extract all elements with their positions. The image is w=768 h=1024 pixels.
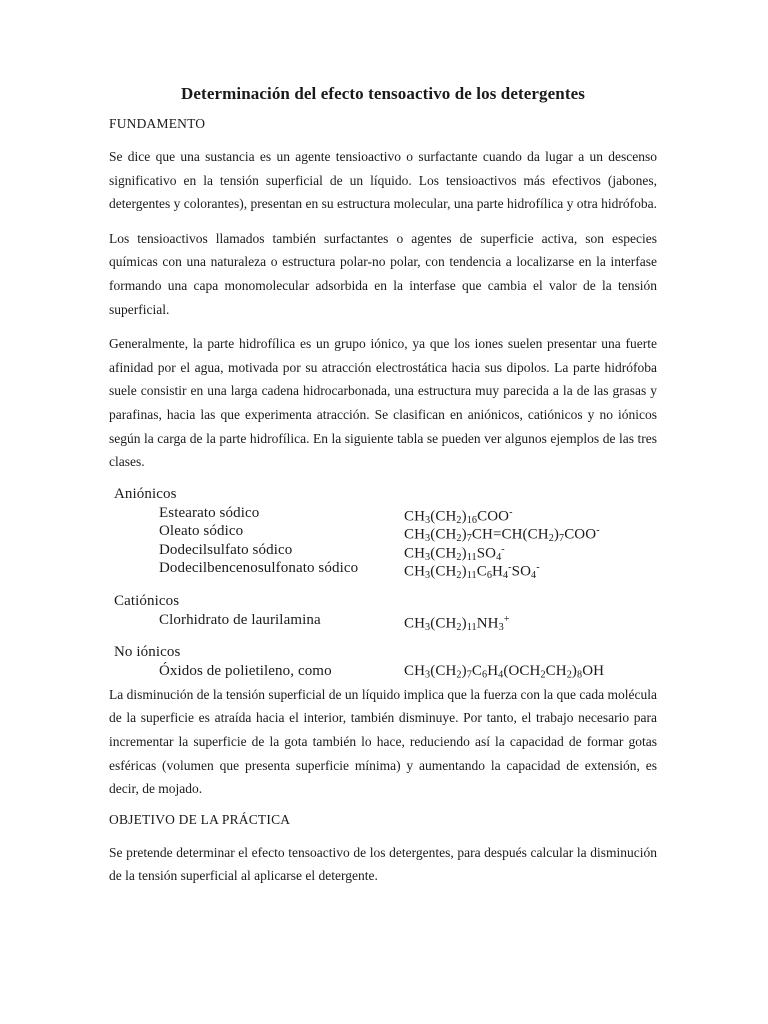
paragraph-disminucion-tension: La disminución de la tensión superficial de un líquido implica que la fuerza con la que cada molécula de la superficie es atraída hacia el interior, también disminuye. Por tanto, el trabajo necesario para incrementar la superficie de la gota también lo hace, reduciendo así la capacidad de formar gotas esféricas (volumen que presenta superficie mínima) y aumentando la capacidad de extensión, es decir, de mojado. <box>109 686 657 797</box>
table-row <box>109 611 657 633</box>
group-anionicos <box>109 485 657 582</box>
compound-formula: $CH_3(CH_2)_{11}NH_3^+$ <box>404 613 510 633</box>
category-label-anionicos: Aniónicos <box>114 485 177 502</box>
compound-formula: $CH_3(CH_2)_{11}SO_4^-$ <box>404 543 505 563</box>
document-title: Determinación del efecto tensoactivo de los detergentes <box>181 84 585 103</box>
category-label-no-ionicos: No iónicos <box>114 644 181 661</box>
compound-name: Estearato sódico <box>159 504 260 521</box>
category-label-cationicos: Catiónicos <box>114 592 180 609</box>
compound-formula: $CH_3(CH_2)_{16}COO^-$ <box>404 506 513 526</box>
compound-formula: $CH_3(CH_2)_7CH=CH(CH_2)_7COO^-$ <box>404 525 600 545</box>
group-no-ionicos <box>109 643 657 681</box>
compound-name: Clorhidrato de laurilamina <box>159 611 321 628</box>
section-heading-objetivo: OBJETIVO DE LA PRÁCTICA <box>109 811 291 827</box>
compound-formula: $CH_3(CH_2)_7C_6H_4(OCH_2CH_2)_8OH$ <box>404 663 605 681</box>
table-row <box>109 559 657 582</box>
paragraph-tensioactivo-definicion: Se dice que una sustancia es un agente tensioactivo o surfactante cuando da lugar a un descenso significativo en la tensión superficial de un líquido. Los tensioactivos más efectivos (jabones, detergentes y colorantes), presentan en su estructura molecular, una parte hidrofílica y otra hidrófoba. <box>109 149 657 212</box>
paragraph-surfactantes: Los tensioactivos llamados también surfactantes o agentes de superficie activa, son especies químicas con una naturaleza o estructura polar-no polar, con tendencia a localizarse en la interfase formando una capa monomolecular adsorbida en la interfase que cambia el valor de la tensión superficial. <box>109 230 657 317</box>
compound-formula: $CH_3(CH_2)_{11}C_6H_4^-SO_4^-$ <box>404 562 540 582</box>
table-row <box>109 504 657 526</box>
compound-name: Dodecilbencenosulfonato sódico <box>159 560 359 577</box>
document-page <box>109 84 657 899</box>
table-row <box>109 662 657 681</box>
compound-name: Dodecilsulfato sódico <box>159 541 293 558</box>
table-row <box>109 522 657 545</box>
compound-name: Óxidos de polietileno, como <box>159 663 332 680</box>
surfactant-table <box>109 485 657 681</box>
compound-name: Oleato sódico <box>159 523 244 540</box>
group-cationicos <box>109 592 657 633</box>
paragraph-parte-hidrofilica: Generalmente, la parte hidrofílica es un grupo iónico, ya que los iones suelen presentar una fuerte afinidad por el agua, motivada por su atracción electrostática hacia sus dipolos. La parte hidrófoba suele consistir en una larga cadena hidrocarbonada, una estructura muy parecida a la de las grasas y parafinas, hacia las que experimenta atracción. Se clasifican en aniónicos, catiónicos y no iónicos según la carga de la parte hidrofílica. En la siguiente tabla se pueden ver algunos ejemplos de las tres clases. <box>109 336 657 470</box>
section-heading-fundamento: FUNDAMENTO <box>109 116 206 131</box>
table-row <box>109 541 657 563</box>
paragraph-objetivo: Se pretende determinar el efecto tensoactivo de los detergentes, para después calcular la disminución de la tensión superficial al aplicarse el detergente. <box>109 844 657 884</box>
